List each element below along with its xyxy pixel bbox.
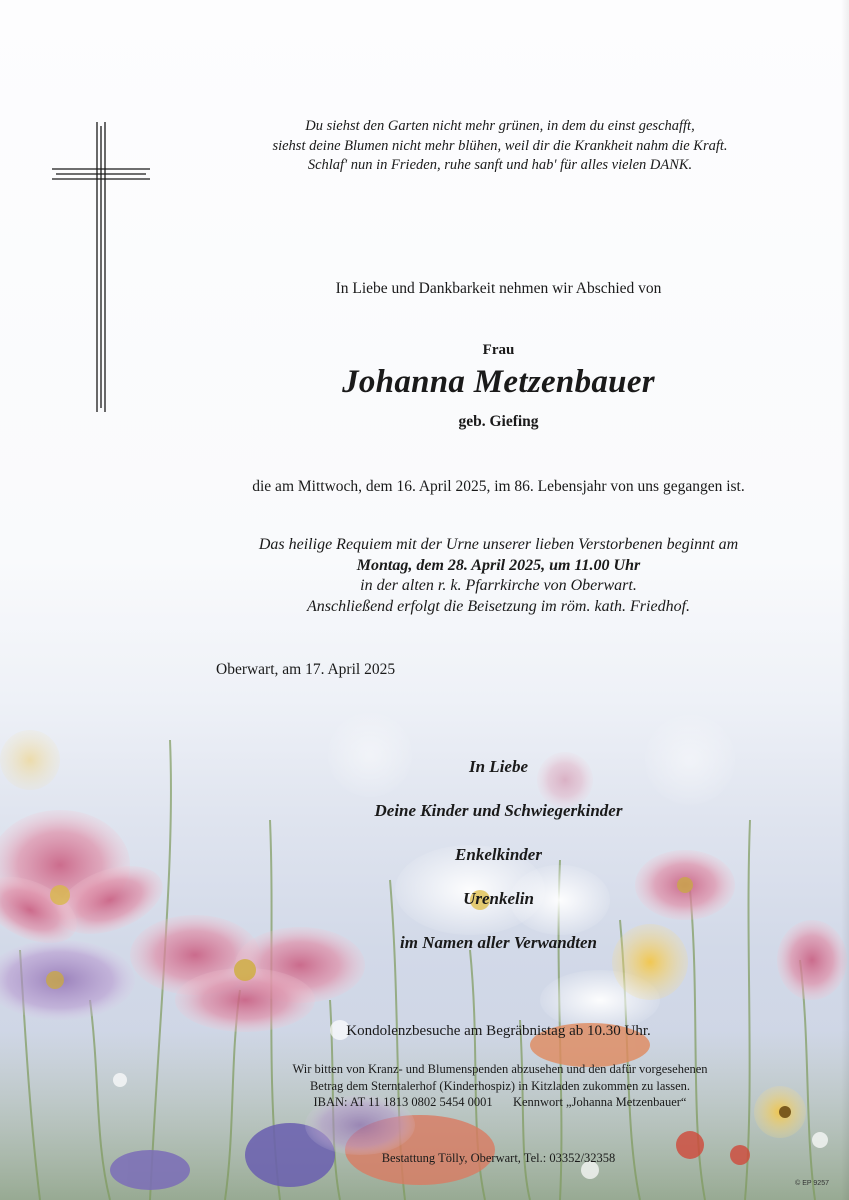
requiem-line-3: in der alten r. k. Pfarrkirche von Oberwart. xyxy=(360,577,637,594)
undertaker-info: Bestattung Tölly, Oberwart, Tel.: 03352/32358 xyxy=(381,1151,616,1165)
mourner-line-5: im Namen aller Verwandten xyxy=(400,933,597,952)
donation-block xyxy=(0,1061,849,1111)
poem-line-3: Schlaf' nun in Frieden, ruhe sanft und hab' für alles vielen DANK. xyxy=(307,157,693,173)
print-code: © EP 9257 xyxy=(795,1180,829,1187)
deceased-title: Frau xyxy=(482,342,515,358)
requiem-date: Montag, dem 28. April 2025, um 11.00 Uhr xyxy=(356,556,641,574)
condolence-text: Kondolenzbesuche am Begräbnistag ab 10.30 Uhr. xyxy=(346,1023,651,1039)
place-date: Oberwart, am 17. April 2025 xyxy=(216,661,396,678)
mourner-line-3: Enkelkinder xyxy=(455,845,542,864)
poem-line-2: siehst deine Blumen nicht mehr blühen, weil dir die Krankheit nahm die Kraft. xyxy=(272,137,728,154)
deceased-name: Johanna Metzenbauer xyxy=(342,364,655,400)
poem xyxy=(0,117,849,176)
requiem-line-1: Das heilige Requiem mit der Urne unserer lieben Verstorbenen beginnt am xyxy=(258,536,739,553)
donation-iban: IBAN: AT 11 1813 0802 5454 0001 xyxy=(313,1095,493,1109)
intro-text: In Liebe und Dankbarkeit nehmen wir Abschied von xyxy=(335,280,662,297)
requiem-block xyxy=(0,535,849,617)
donation-line-1: Wir bitten von Kranz- und Blumenspenden abzusehen und den dafür vorgesehenen xyxy=(292,1062,708,1076)
deceased-birth-name: geb. Giefing xyxy=(458,413,539,430)
donation-line-2: Betrag dem Sterntalerhof (Kinderhospiz) in Kitzladen zukommen zu lassen. xyxy=(309,1078,691,1093)
death-line: die am Mittwoch, dem 16. April 2025, im 86. Lebensjahr von uns gegangen ist. xyxy=(252,478,745,495)
mourner-line-2: Deine Kinder und Schwiegerkinder xyxy=(374,801,623,820)
mourner-line-4: Urenkelin xyxy=(463,889,534,908)
poem-line-1: Du siehst den Garten nicht mehr grünen, in dem du einst geschafft, xyxy=(305,118,695,134)
donation-keyword: Kennwort „Johanna Metzenbauer“ xyxy=(512,1095,687,1109)
mourner-line-1: In Liebe xyxy=(468,757,529,776)
requiem-line-4: Anschließend erfolgt die Beisetzung im röm. kath. Friedhof. xyxy=(306,597,691,615)
donation-iban-row xyxy=(0,1094,849,1111)
